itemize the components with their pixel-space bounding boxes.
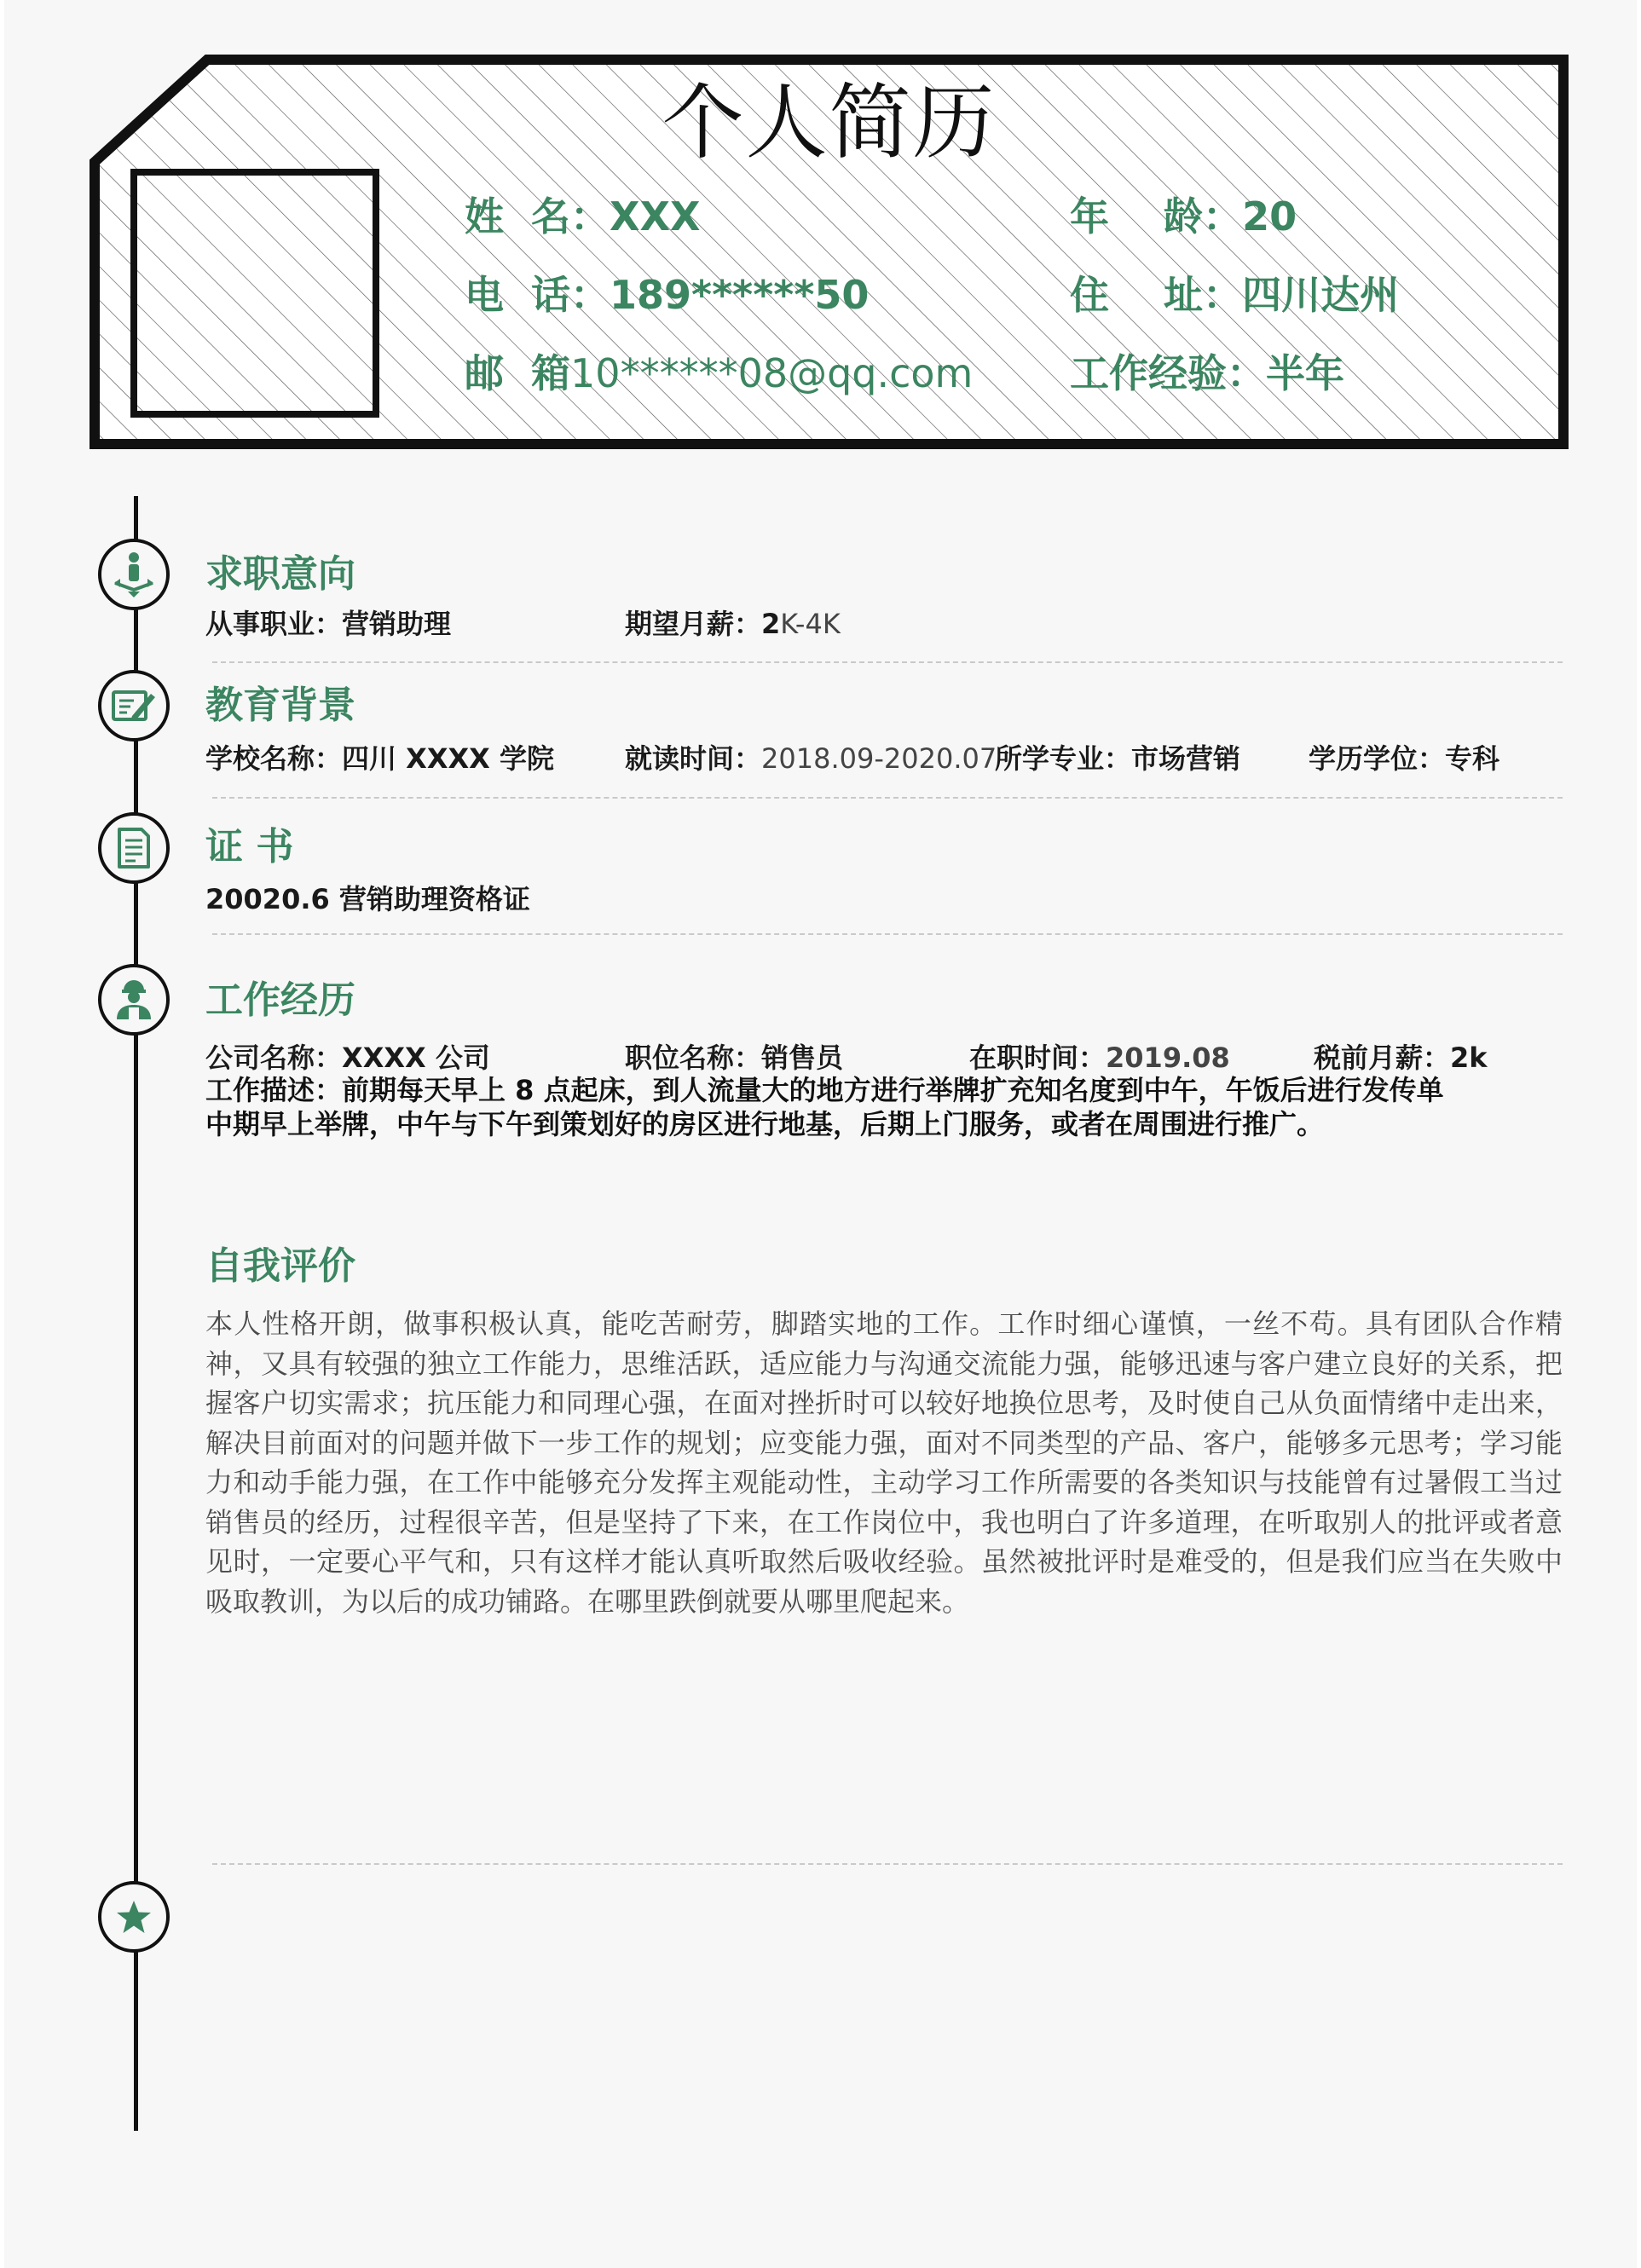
divider xyxy=(212,1863,1563,1865)
section-title-job-intention: 求职意向 xyxy=(205,552,355,596)
phone-label: 电 话： xyxy=(465,272,610,318)
divider xyxy=(212,797,1563,799)
role xyxy=(625,1040,843,1076)
resume-page xyxy=(4,0,1637,2268)
job-position-label: 从事职业： xyxy=(205,608,343,640)
photo-placeholder xyxy=(130,169,379,418)
degree-value: 专科 xyxy=(1445,742,1500,775)
study-period xyxy=(625,741,997,776)
degree xyxy=(1309,741,1499,776)
star-icon xyxy=(98,1881,170,1953)
work-description-label: 工作描述： xyxy=(205,1074,343,1106)
study-period-label: 就读时间： xyxy=(625,742,762,775)
work-description-text-1: 前期每天早上 8 点起床，到人流量大的地方进行举牌扩充知名度到中午，午饭后进行发传单 xyxy=(342,1074,1444,1106)
email-label: 邮 箱 xyxy=(465,350,571,396)
section-title-work-experience: 工作经历 xyxy=(205,978,355,1022)
resume-title: 个人简历 xyxy=(662,75,997,170)
job-position-value: 营销助理 xyxy=(342,608,452,640)
address-label: 住 址： xyxy=(1070,272,1243,318)
tenure xyxy=(969,1040,1230,1076)
expected-salary-label: 期望月薪： xyxy=(625,608,762,640)
role-value: 销售员 xyxy=(761,1042,844,1074)
pretax-salary-label: 税前月薪： xyxy=(1314,1042,1451,1074)
phone-value: 189******50 xyxy=(610,272,870,318)
work-description-line xyxy=(205,1073,1561,1107)
self-evaluation-text: 本人性格开朗，做事积极认真，能吃苦耐劳，脚踏实地的工作。工作时细心谨慎，一丝不苟。具有团队合作精神，又具有较强的独立工作能力，思维活跃，适应能力与沟通交流能力强，能够迅速与客户建立良好的关系，把握客户切实需求；抗压能力和同理心强，在面对挫折时可以较好地换位思考，及时使自己从负面情绪中走出来，解决目前面对的问题并做下一步工作的规划；应变能力强，面对不同类型的产品、客户，能够多元思考；学习能力和动手能力强，在工作中能够充分发挥主观能动性，主动学习工作所需要的各类知识与技能曾有过暑假工当过销售员的经历，过程很辛苦，但是坚持了下来，在工作岗位中，我也明白了许多道理，在听取别人的批评或者意见时，一定要心平气和，只有这样才能认真听取然后吸收经验。虽然被批评时是难受的，但是我们应当在失败中吸取教训，为以后的成功铺路。在哪里跌倒就要从哪里爬起来。 xyxy=(205,1307,1563,1618)
experience-label: 工作经验： xyxy=(1070,350,1266,396)
study-period-value: 2018.09-2020.07 xyxy=(761,742,997,775)
school-label: 学校名称： xyxy=(205,742,343,775)
info-age xyxy=(1070,191,1297,242)
info-email xyxy=(465,348,973,399)
company-value: XXXX 公司 xyxy=(342,1042,490,1074)
divider xyxy=(212,933,1563,935)
info-name xyxy=(465,191,700,242)
school-value: 四川 XXXX 学院 xyxy=(342,742,554,775)
certificate-item-text: 20020.6 营销助理资格证 xyxy=(205,883,530,915)
company-label: 公司名称： xyxy=(205,1042,343,1074)
tenure-value: 2019.08 xyxy=(1106,1042,1230,1074)
name-value: XXX xyxy=(610,193,701,239)
tenure-label: 在职时间： xyxy=(969,1042,1107,1074)
header-banner xyxy=(90,55,1569,449)
company xyxy=(205,1040,490,1076)
school xyxy=(205,741,554,776)
document-icon xyxy=(98,812,170,884)
major-label: 所学专业： xyxy=(995,742,1132,775)
certificate-edit-icon xyxy=(98,670,170,742)
name-label: 姓 名： xyxy=(465,193,610,239)
expected-salary-value-bold: 2 xyxy=(761,608,781,640)
degree-label: 学历学位： xyxy=(1309,742,1446,775)
section-title-certificates: 证 书 xyxy=(205,825,294,869)
info-phone xyxy=(465,269,869,320)
work-description xyxy=(205,1073,1561,1141)
work-description-text-2: 中期早上举牌，中午与下午到策划好的房区进行地基，后期上门服务，或者在周围进行推广。 xyxy=(205,1108,1325,1140)
address-value: 四川达州 xyxy=(1242,272,1400,318)
expected-salary-value-rest: K-4K xyxy=(780,608,841,640)
age-label: 年 龄： xyxy=(1070,193,1243,239)
pretax-salary-value: 2k xyxy=(1450,1042,1488,1074)
major-value: 市场营销 xyxy=(1131,742,1241,775)
divider xyxy=(212,661,1563,663)
info-experience xyxy=(1070,348,1344,399)
worker-icon xyxy=(98,964,170,1036)
expected-salary xyxy=(625,606,841,642)
job-position xyxy=(205,606,451,642)
section-title-education: 教育背景 xyxy=(205,684,355,727)
role-label: 职位名称： xyxy=(625,1042,762,1074)
age-value: 20 xyxy=(1242,193,1297,239)
major xyxy=(995,741,1240,776)
person-direction-icon xyxy=(98,539,170,610)
experience-value: 半年 xyxy=(1266,350,1344,396)
pretax-salary xyxy=(1314,1040,1488,1076)
section-title-self-evaluation: 自我评价 xyxy=(205,1244,355,1288)
email-value: 10******08@qq.com xyxy=(570,350,974,396)
certificate-item xyxy=(205,881,530,917)
info-address xyxy=(1070,269,1399,320)
